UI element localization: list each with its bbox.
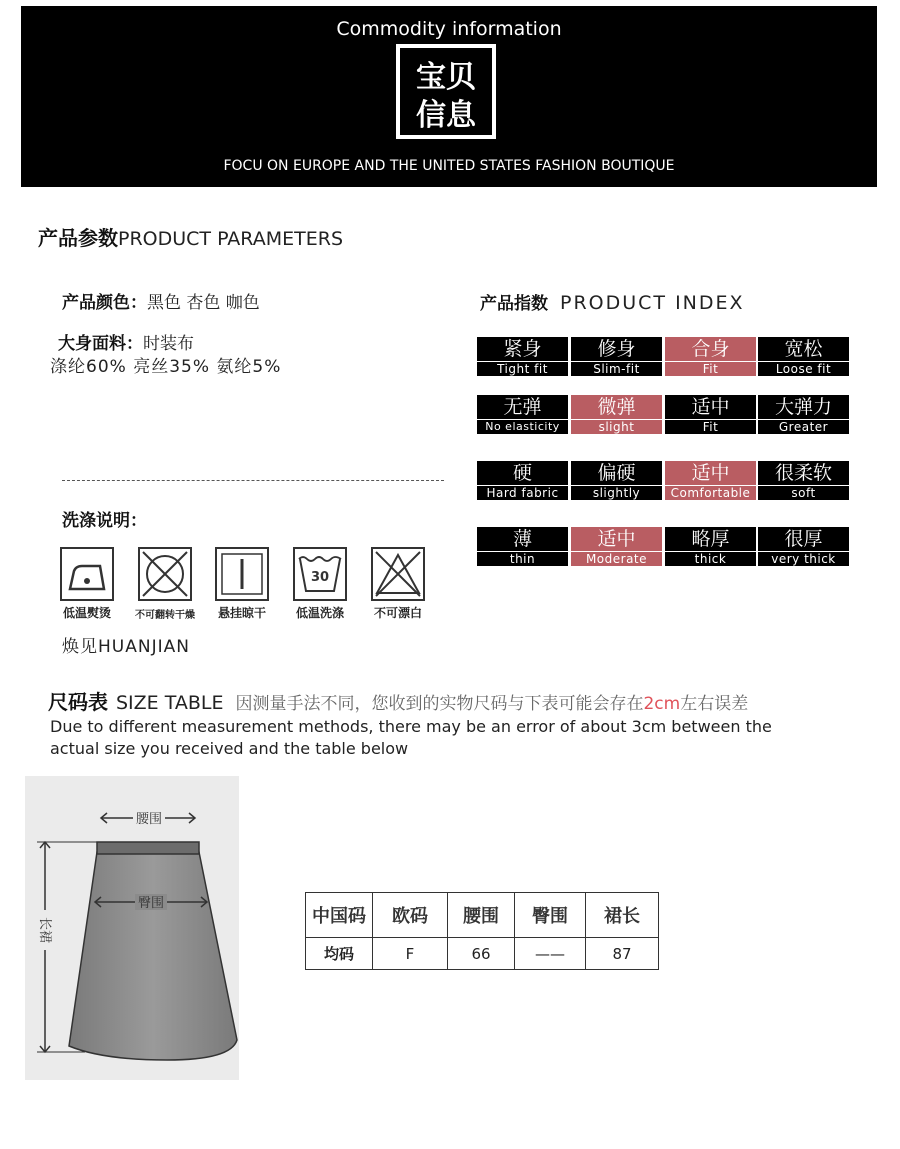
skirt-diagram [25, 776, 239, 1080]
care-label-tumble: 不可翻转干燥 [135, 610, 195, 621]
index-cell-en: thin [477, 552, 568, 566]
index-cell [571, 461, 662, 498]
index-cell-zh: 很柔软 [758, 461, 849, 485]
table-row [306, 938, 659, 970]
size-heading [48, 686, 748, 715]
size-heading-en: SIZE TABLE [116, 692, 224, 714]
fabric-label: 大身面料： [58, 334, 143, 354]
size-cell-cn: 均码 [306, 938, 373, 970]
index-cell-en: Slim-fit [571, 362, 662, 376]
index-cell-zh: 微弹 [571, 395, 662, 419]
header-banner [21, 6, 877, 187]
index-cell [477, 395, 568, 432]
size-col-length: 裙长 [586, 893, 659, 938]
index-cell [477, 461, 568, 498]
index-cell [571, 337, 662, 374]
wash-heading: 洗涤说明： [62, 511, 147, 531]
index-cell [571, 395, 662, 432]
waist-label: 腰围 [135, 812, 163, 827]
index-heading [480, 289, 745, 314]
index-cell-zh: 适中 [571, 527, 662, 551]
size-heading-zh: 尺码表 [48, 690, 108, 714]
index-cell-zh: 薄 [477, 527, 568, 551]
index-cell [571, 527, 662, 564]
index-cell-zh: 适中 [665, 395, 756, 419]
index-cell-zh: 很厚 [758, 527, 849, 551]
params-heading-zh: 产品参数 [38, 226, 118, 250]
index-cell-en: Moderate [571, 552, 662, 566]
size-col-eu: 欧码 [373, 893, 448, 938]
fabric-row [58, 329, 194, 354]
wash-temp-number: 30 [310, 570, 330, 585]
index-cell-zh: 合身 [665, 337, 756, 361]
index-cell-en: Fit [665, 362, 756, 376]
index-cell-zh: 适中 [665, 461, 756, 485]
index-cell [665, 461, 756, 498]
color-row [62, 288, 260, 313]
length-label: 长裙 [37, 916, 52, 944]
composition-text: 涤纶60% 亮丝35% 氨纶5% [50, 357, 282, 377]
size-table-header-row [306, 893, 659, 938]
size-note-en-line2: actual size you received and the table below [50, 739, 409, 758]
size-col-waist: 腰围 [448, 893, 515, 938]
index-cell [758, 527, 849, 564]
color-label: 产品颜色： [62, 293, 147, 313]
size-note-zh [235, 694, 748, 714]
index-cell [665, 395, 756, 432]
index-cell [477, 337, 568, 374]
index-cell-zh: 修身 [571, 337, 662, 361]
index-cell-zh: 硬 [477, 461, 568, 485]
index-cell-en: Loose fit [758, 362, 849, 376]
index-cell-en: soft [758, 486, 849, 500]
index-cell-zh: 略厚 [665, 527, 756, 551]
banner-title: Commodity information [336, 18, 562, 40]
care-label-wash: 低温洗涤 [295, 606, 344, 620]
size-cell-length: 87 [586, 938, 659, 970]
index-cell-en: Fit [665, 420, 756, 434]
color-value: 黑色 杏色 咖色 [147, 293, 260, 313]
size-cell-hip: —— [515, 938, 586, 970]
size-table [305, 892, 659, 970]
hip-label: 臀围 [137, 896, 165, 911]
banner-box-line2: 信息 [416, 98, 476, 133]
low-temp-iron-icon [60, 547, 114, 601]
brand-name: 焕见HUANJIAN [62, 637, 190, 657]
no-tumble-dry-icon [138, 547, 192, 601]
index-cell-en: Tight fit [477, 362, 568, 376]
index-cell-en: thick [665, 552, 756, 566]
index-cell-en: very thick [758, 552, 849, 566]
size-note-en-line1: Due to different measurement methods, there may be an error of about 3cm between the [50, 717, 772, 736]
index-cell-zh: 大弹力 [758, 395, 849, 419]
params-heading-en: PRODUCT PARAMETERS [118, 228, 344, 250]
no-bleach-icon [371, 547, 425, 601]
index-cell [758, 395, 849, 432]
index-cell-zh: 无弹 [477, 395, 568, 419]
care-label-iron: 低温熨烫 [62, 606, 111, 620]
index-heading-en: PRODUCT INDEX [560, 292, 745, 314]
index-cell-en: slightly [571, 486, 662, 500]
index-cell [758, 337, 849, 374]
care-label-hang: 悬挂晾干 [217, 606, 266, 620]
hang-dry-icon [215, 547, 269, 601]
params-heading [38, 222, 343, 251]
index-cell-zh: 偏硬 [571, 461, 662, 485]
banner-subtitle: FOCU ON EUROPE AND THE UNITED STATES FASHION BOUTIQUE [223, 158, 675, 174]
divider [62, 480, 444, 481]
index-cell [665, 337, 756, 374]
size-cell-eu: F [373, 938, 448, 970]
index-cell-en: slight [571, 420, 662, 434]
fabric-value: 时装布 [143, 334, 194, 354]
index-cell-zh: 紧身 [477, 337, 568, 361]
index-cell-en: Comfortable [665, 486, 756, 500]
index-cell-en: No elasticity [477, 420, 568, 434]
banner-logo-box [396, 44, 496, 139]
size-col-cn: 中国码 [306, 893, 373, 938]
index-heading-zh: 产品指数 [480, 294, 548, 314]
banner-box-line1: 宝贝 [416, 60, 476, 95]
size-note-zh-before: 因测量手法不同，您收到的实物尺码与下表可能会存在 [235, 694, 644, 714]
care-label-bleach: 不可漂白 [373, 606, 422, 620]
size-note-zh-after: 左右误差 [680, 694, 749, 714]
index-cell-en: Hard fabric [477, 486, 568, 500]
index-cell [665, 527, 756, 564]
size-note-zh-highlight: 2cm [643, 694, 681, 714]
low-temp-wash-icon [293, 547, 347, 601]
index-cell-en: Greater [758, 420, 849, 434]
index-cell [758, 461, 849, 498]
size-col-hip: 臀围 [515, 893, 586, 938]
index-cell [477, 527, 568, 564]
size-cell-waist: 66 [448, 938, 515, 970]
index-cell-zh: 宽松 [758, 337, 849, 361]
